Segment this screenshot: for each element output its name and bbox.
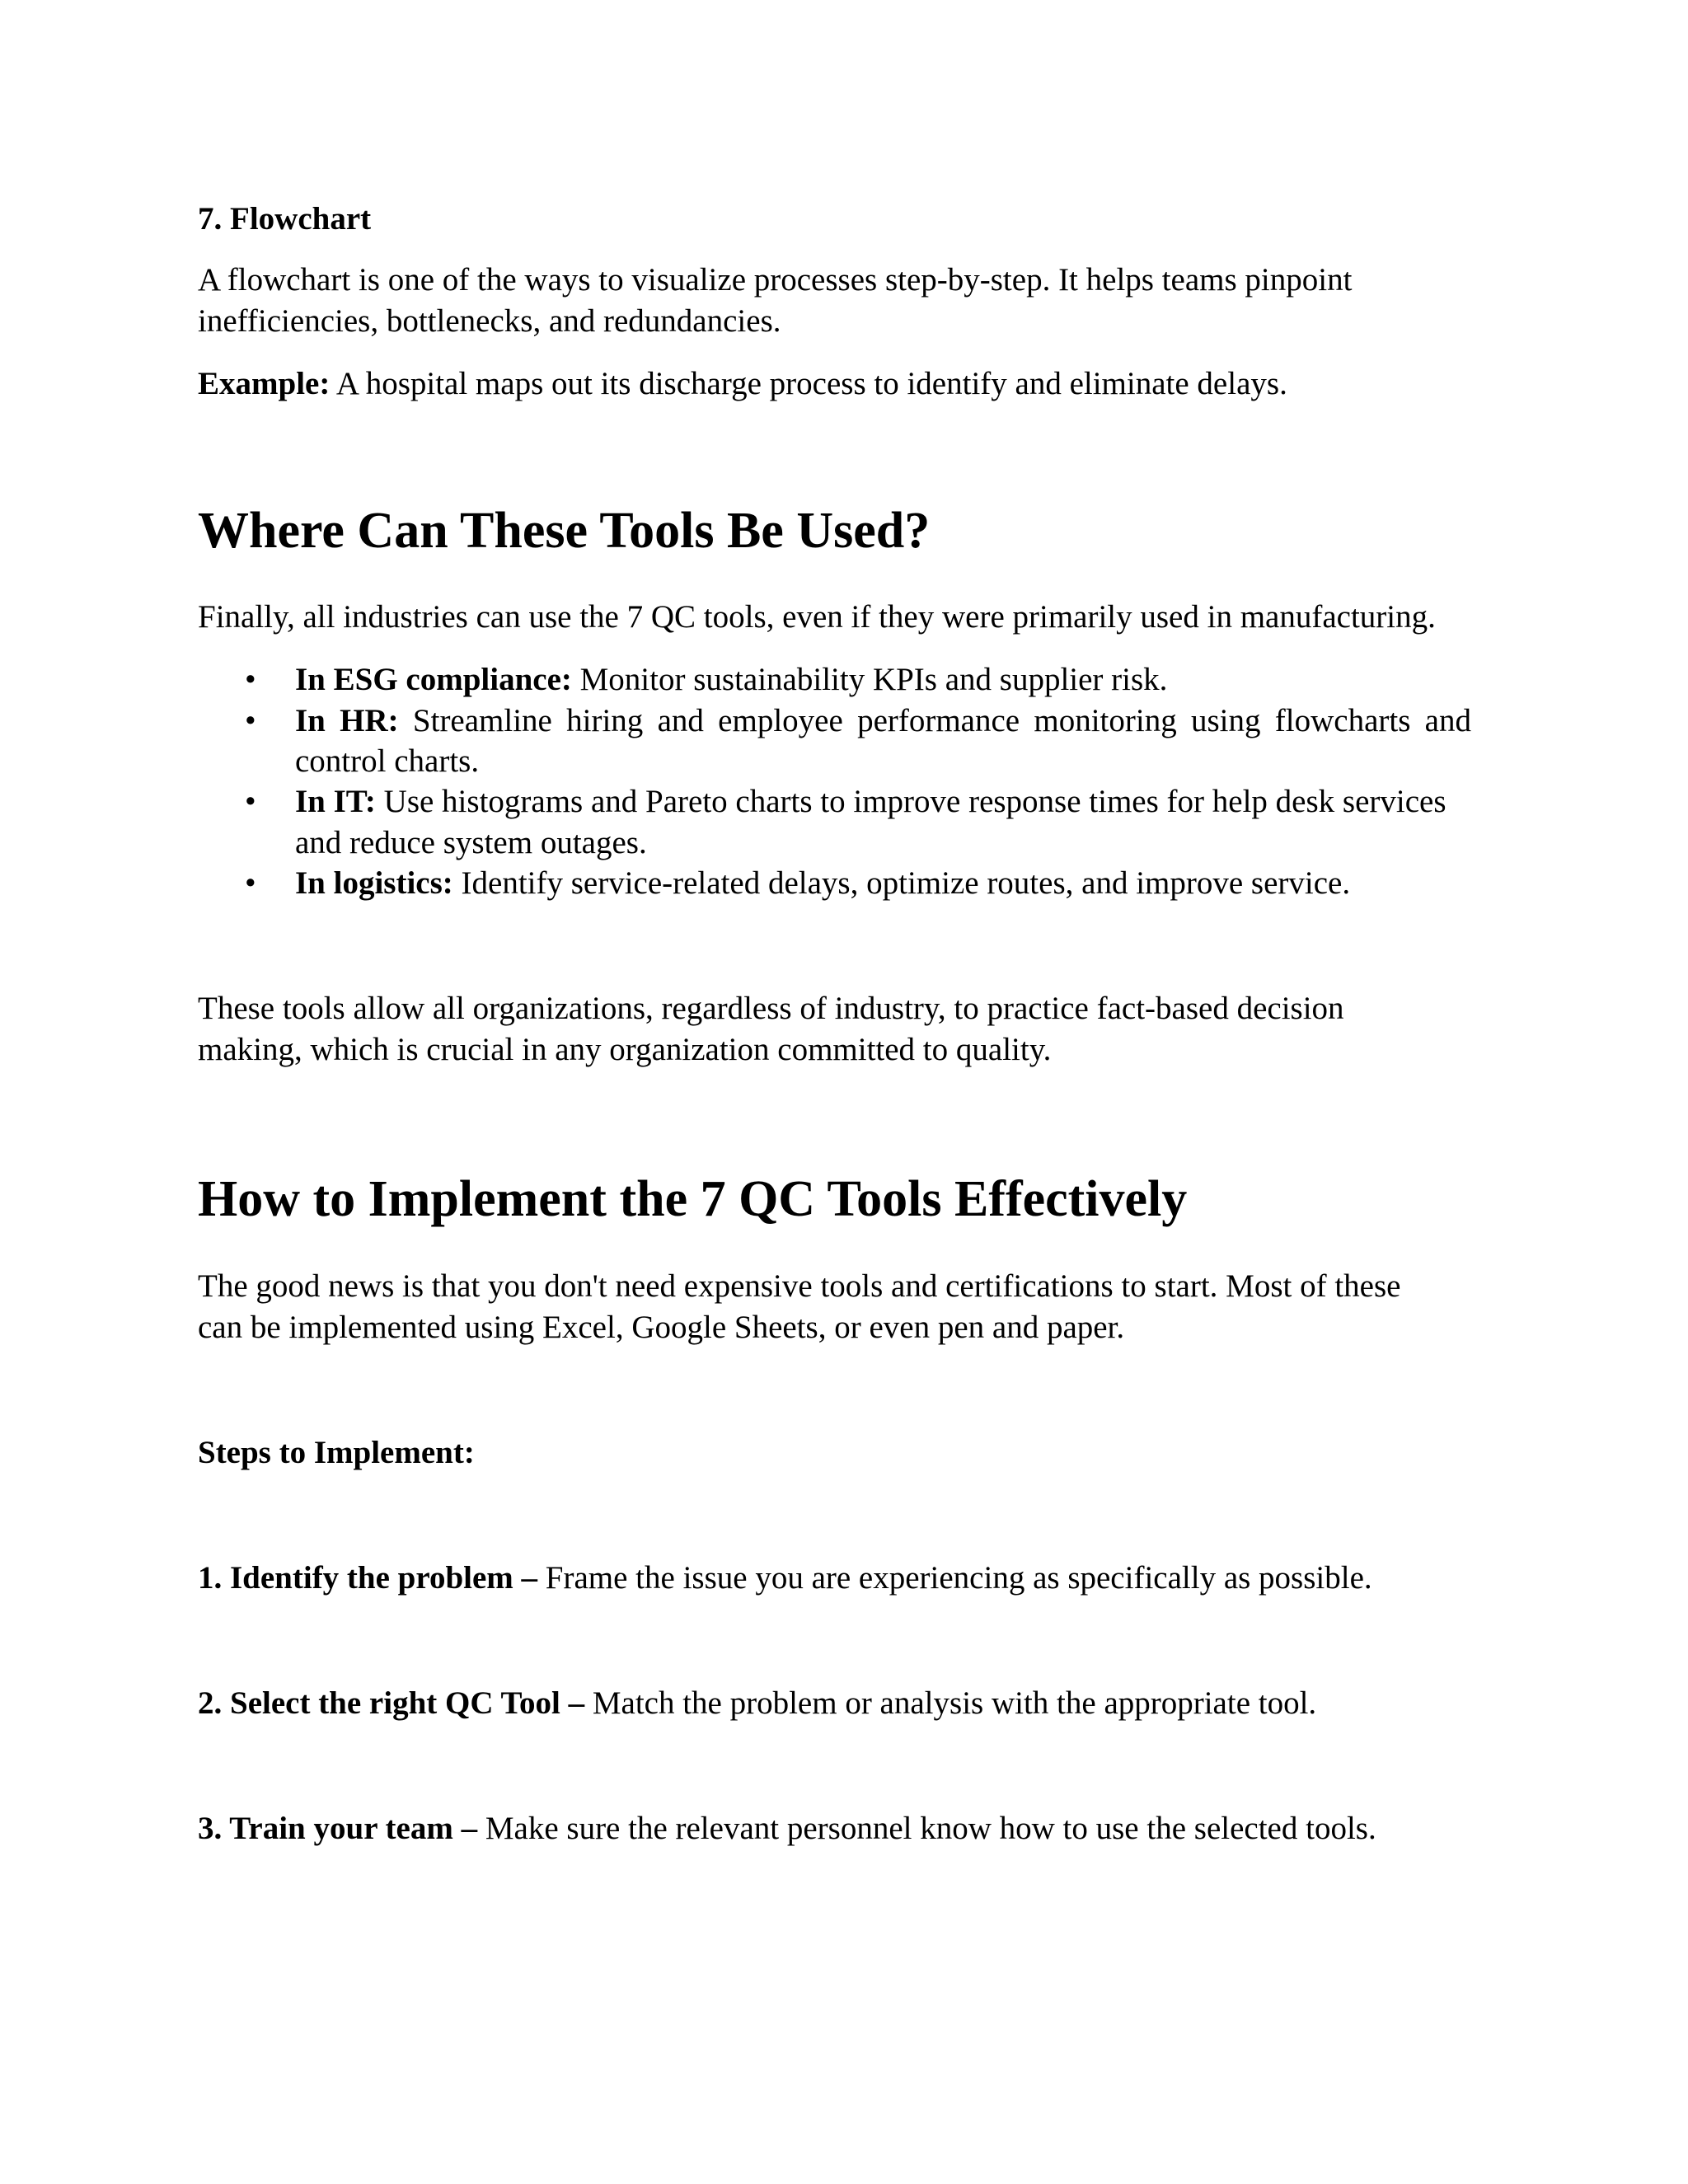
list-item-text: Streamline hiring and employee performance monitoring using flowcharts and — [412, 703, 1471, 738]
list-item-hr — [295, 705, 1471, 737]
step-item-1 — [198, 1562, 1372, 1594]
list-item-label: In logistics: — [295, 865, 453, 901]
example-text: A hospital maps out its discharge process to identify and eliminate delays. — [330, 366, 1287, 401]
bullet-marker: • — [245, 784, 256, 819]
list-item-text: Identify service-related delays, optimize routes, and improve service. — [452, 865, 1351, 901]
step-label: 2. Select the right QC Tool – — [198, 1685, 585, 1721]
step-label: 3. Train your team – — [198, 1811, 478, 1846]
list-item-label: In HR: — [295, 703, 399, 738]
heading-how-to-implement: How to Implement the 7 QC Tools Effectively — [198, 1171, 1188, 1227]
implement-paragraph-line-1: The good news is that you don't need expensive tools and certifications to start. Most of these — [198, 1268, 1401, 1304]
bullet-marker: • — [245, 662, 256, 697]
flowchart-paragraph-line-1: A flowchart is one of the ways to visualize processes step-by-step. It helps teams pinpoint — [198, 262, 1353, 298]
list-item-label: In IT: — [295, 784, 376, 819]
step-label: 1. Identify the problem – — [198, 1560, 538, 1596]
heading-where-tools-used: Where Can These Tools Be Used? — [198, 503, 931, 559]
closing-paragraph-line-2: making, which is crucial in any organization committed to quality. — [198, 1032, 1052, 1067]
step-text: Match the problem or analysis with the appropriate tool. — [584, 1685, 1317, 1721]
example-label: Example: — [198, 366, 331, 401]
list-item-hr-continuation: control charts. — [295, 743, 480, 779]
step-text: Make sure the relevant personnel know how to use the selected tools. — [477, 1811, 1376, 1846]
where-intro-paragraph: Finally, all industries can use the 7 QC tools, even if they were primarily used in manufacturing. — [198, 599, 1436, 635]
closing-paragraph-line-1: These tools allow all organizations, regardless of industry, to practice fact-based decision — [198, 991, 1344, 1026]
list-item-text: Monitor sustainability KPIs and supplier risk. — [571, 662, 1168, 697]
flowchart-paragraph-line-2: inefficiencies, bottlenecks, and redundancies. — [198, 303, 781, 339]
list-item-it — [295, 785, 1447, 818]
list-item-text: Use histograms and Pareto charts to improve response times for help desk services — [375, 784, 1447, 819]
step-item-3 — [198, 1812, 1376, 1844]
list-item-it-continuation: and reduce system outages. — [295, 825, 647, 860]
section-heading-flowchart: 7. Flowchart — [198, 201, 372, 237]
list-item-label: In ESG compliance: — [295, 662, 572, 697]
flowchart-example — [198, 368, 1287, 400]
bullet-marker: • — [245, 865, 256, 901]
bullet-marker: • — [245, 703, 256, 738]
step-text: Frame the issue you are experiencing as specifically as possible. — [537, 1560, 1372, 1596]
list-item-esg — [295, 663, 1167, 696]
step-item-2 — [198, 1687, 1316, 1719]
steps-heading: Steps to Implement: — [198, 1435, 475, 1470]
list-item-logistics — [295, 867, 1350, 899]
implement-paragraph-line-2: can be implemented using Excel, Google Sheets, or even pen and paper. — [198, 1310, 1125, 1345]
